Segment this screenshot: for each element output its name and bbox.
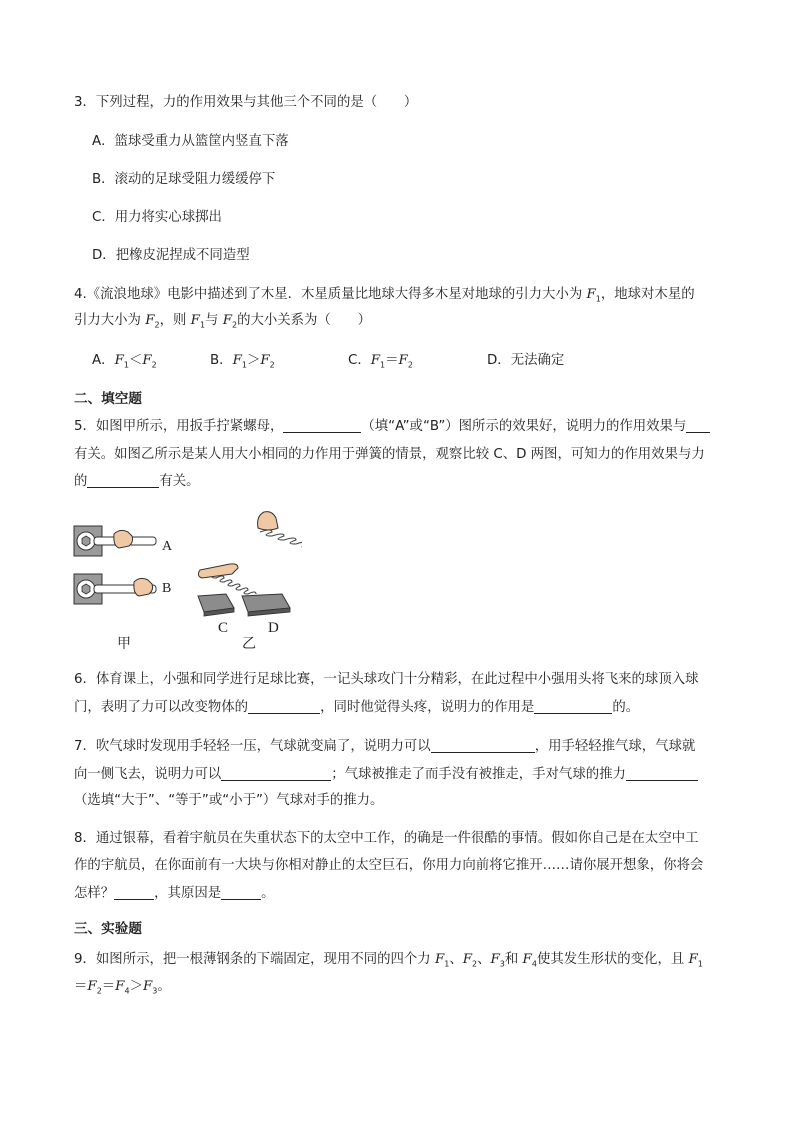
q5-line2: 有关。如图乙所示是某人用大小相同的力作用于弹簧的情景，观察比较 C、D 两图，可知力的作用效果与力 (74, 447, 705, 462)
q7-blank-3[interactable] (626, 766, 698, 781)
q7-line1: 7．吹气球时发现用手轻轻一压，气球就变扁了，说明力可以 ，用手轻轻推气球，气球就 (74, 739, 696, 754)
q9-line1: 9．如图所示，把一根薄钢条的下端固定，现用不同的四个力 $F_1$、$F_2$、$F_3$和 $F_4$使其发生形状的变化，且 $F_1$ (74, 952, 703, 969)
q4-option-a: A．$F_1<F_2$ (92, 353, 157, 370)
q6-line1: 6．体育课上，小强和同学进行足球比赛，一记头球攻门十分精彩，在此过程中小强用头将飞来的球顶入球 (74, 672, 699, 687)
wrench-panel-b (74, 574, 156, 604)
q4-stem-line2: 引力大小为 $F_2$，则 $F_1$与 $F_2$的大小关系为（ ） (74, 313, 371, 330)
wrench-panel-a (74, 526, 156, 556)
q3-option-c: C．用力将实心球掷出 (92, 210, 222, 225)
q9-line2: $=F_2=F_4>F_3$。 (74, 979, 171, 996)
label-jia: 甲 (117, 636, 131, 652)
label-yi: 乙 (242, 636, 256, 652)
q8-blank-1[interactable] (114, 885, 154, 900)
q3-option-d: D．把橡皮泥捏成不同造型 (92, 248, 250, 263)
q8-line1: 8．通过银幕，看着宇航员在失重状态下的太空中工作，的确是一件很酷的事情。假如你自己是在太空中工 (74, 831, 699, 846)
q3-stem: 3．下列过程，力的作用效果与其他三个不同的是（ ） (74, 95, 418, 110)
q5-figure (72, 508, 302, 656)
q6-line2: 门，表明了力可以改变物体的 ，同时他觉得头疼，说明力的作用是 的。 (74, 700, 640, 715)
q8-line2: 作的宇航员，在你面前有一大块与你相对静止的太空巨石，你用力向前将它推开……请你展开想象，你将会 (74, 858, 704, 873)
q3-option-a: A．篮球受重力从篮筐内竖直下落 (92, 134, 289, 149)
wrench-spring-illustration (72, 508, 302, 656)
q8-line3: 怎样？ ，其原因是 。 (74, 886, 275, 901)
spring-d (242, 512, 302, 616)
q7-line2: 向一侧飞去，说明力可以 ；气球被推走了而手没有被推走，手对气球的推力 (74, 760, 733, 789)
q5-blank-1[interactable] (283, 418, 361, 433)
q5-blank-3[interactable] (87, 473, 159, 488)
q5-blank-2[interactable] (686, 418, 710, 433)
q7-blank-2[interactable] (221, 766, 331, 781)
q7-blank-1[interactable] (431, 738, 535, 753)
q4-option-d: D．无法确定 (487, 353, 565, 368)
label-d: D (268, 620, 279, 636)
q6-blank-1[interactable] (248, 699, 320, 714)
label-a: A (162, 539, 173, 554)
q5-line1: 5．如图甲所示，用扳手拧紧螺母， （填“A”或“B”）图所示的效果好，说明力的作用效果与 (74, 412, 733, 441)
q6-blank-2[interactable] (534, 699, 612, 714)
label-b: B (162, 581, 172, 596)
q8-blank-2[interactable] (221, 885, 261, 900)
q4-option-b: B．$F_1>F_2$ (210, 353, 275, 370)
q3-option-b: B．滚动的足球受阻力缓缓停下 (92, 172, 276, 187)
section-heading-experiment: 三、实验题 (74, 921, 142, 937)
q4-option-c: C．$F_1=F_2$ (348, 353, 413, 370)
q4-stem-line1: 4.《流浪地球》电影中描述到了木星．木星质量比地球大得多木星对地球的引力大小为 $F_1$，地球对木星的 (74, 287, 695, 304)
q5-line3: 的 有关。 (74, 474, 200, 489)
section-heading-fill-in: 二、填空题 (74, 391, 142, 407)
q7-line3: （选填“大于”、“等于”或“小于”）气球对手的推力。 (74, 793, 384, 808)
label-c: C (218, 620, 229, 636)
